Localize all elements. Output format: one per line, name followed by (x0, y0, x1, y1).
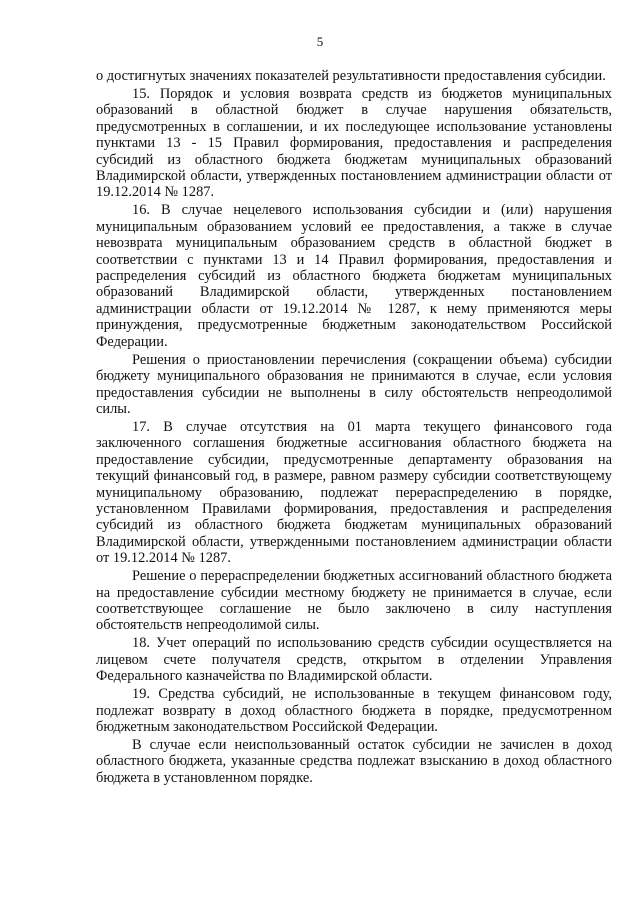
paragraph-unused-balance: В случае если неиспользованный остаток субсидии не зачислен в доход областного бюджета, указанные средства подлежат взысканию в доход областного бюджета в установленном порядке. (96, 737, 612, 786)
paragraph-item-17: 17. В случае отсутствия на 01 марта текущего финансового года заключенного соглашения бюджетные ассигнования областного бюджета на предоставление субсидии, предусмотренные департаменту образования на текущий финансовый год, в размере, равном размеру субсидии соответствующему муниципальному образованию, подлежат перераспределению в порядке, установленном Правилами формирования, предоставления и распределения субсидий из областного бюджета бюджетам муниципальных образований Владимирской области, утвержденными постановлением администрации области от 19.12.2014 № 1287. (96, 418, 612, 567)
paragraph-item-19: 19. Средства субсидий, не использованные в текущем финансовом году, подлежат возврату в доход областного бюджета в порядке, предусмотренном бюджетным законодательством Российской Федерации. (96, 686, 612, 735)
document-body (96, 68, 612, 788)
paragraph-item-18: 18. Учет операций по использованию средств субсидии осуществляется на лицевом счете получателя средств, открытом в отделении Управления Федерального казначейства по Владимирской области. (96, 635, 612, 685)
paragraph-continuation: о достигнутых значениях показателей результативности предоставления субсидии. (96, 68, 606, 84)
paragraph-redistribution-decision: Решение о перераспределении бюджетных ассигнований областного бюджета на предоставление субсидии местному бюджету не принимается в случае, если соответствующее соглашение не было заключено в силу наступления обстоятельств непреодолимой силы. (96, 568, 612, 634)
page-number: 5 (316, 34, 324, 49)
paragraph-item-15: 15. Порядок и условия возврата средств из бюджетов муниципальных образований в областной бюджет в случае нарушения обязательств, предусмотренных в соглашении, и их последующее использование установлены пунктами 13 - 15 Правил формирования, предоставления и распределения субсидий из областного бюджета бюджетам муниципальных образований Владимирской области, утвержденных постановлением администрации области от 19.12.2014 № 1287. (96, 86, 612, 201)
paragraph-suspension-decision: Решения о приостановлении перечисления (сокращении объема) субсидии бюджету муниципального образования не принимаются в случае, если условия предоставления субсидии не выполнены в силу обстоятельств непреодолимой силы. (96, 351, 612, 417)
paragraph-item-16: 16. В случае нецелевого использования субсидии и (или) нарушения муниципальным образованием условий ее предоставления, а также в случае невозврата муниципальным образованием средств в областной бюджет в соответствии с пунктами 13 и 14 Правил формирования, предоставления и распределения субсидий из областного бюджета бюджетам муниципальных образований Владимирской области, утвержденных постановлением администрации области от 19.12.2014 № 1287, к нему применяются меры принуждения, предусмотренные бюджетным законодательством Российской Федерации. (96, 202, 612, 350)
